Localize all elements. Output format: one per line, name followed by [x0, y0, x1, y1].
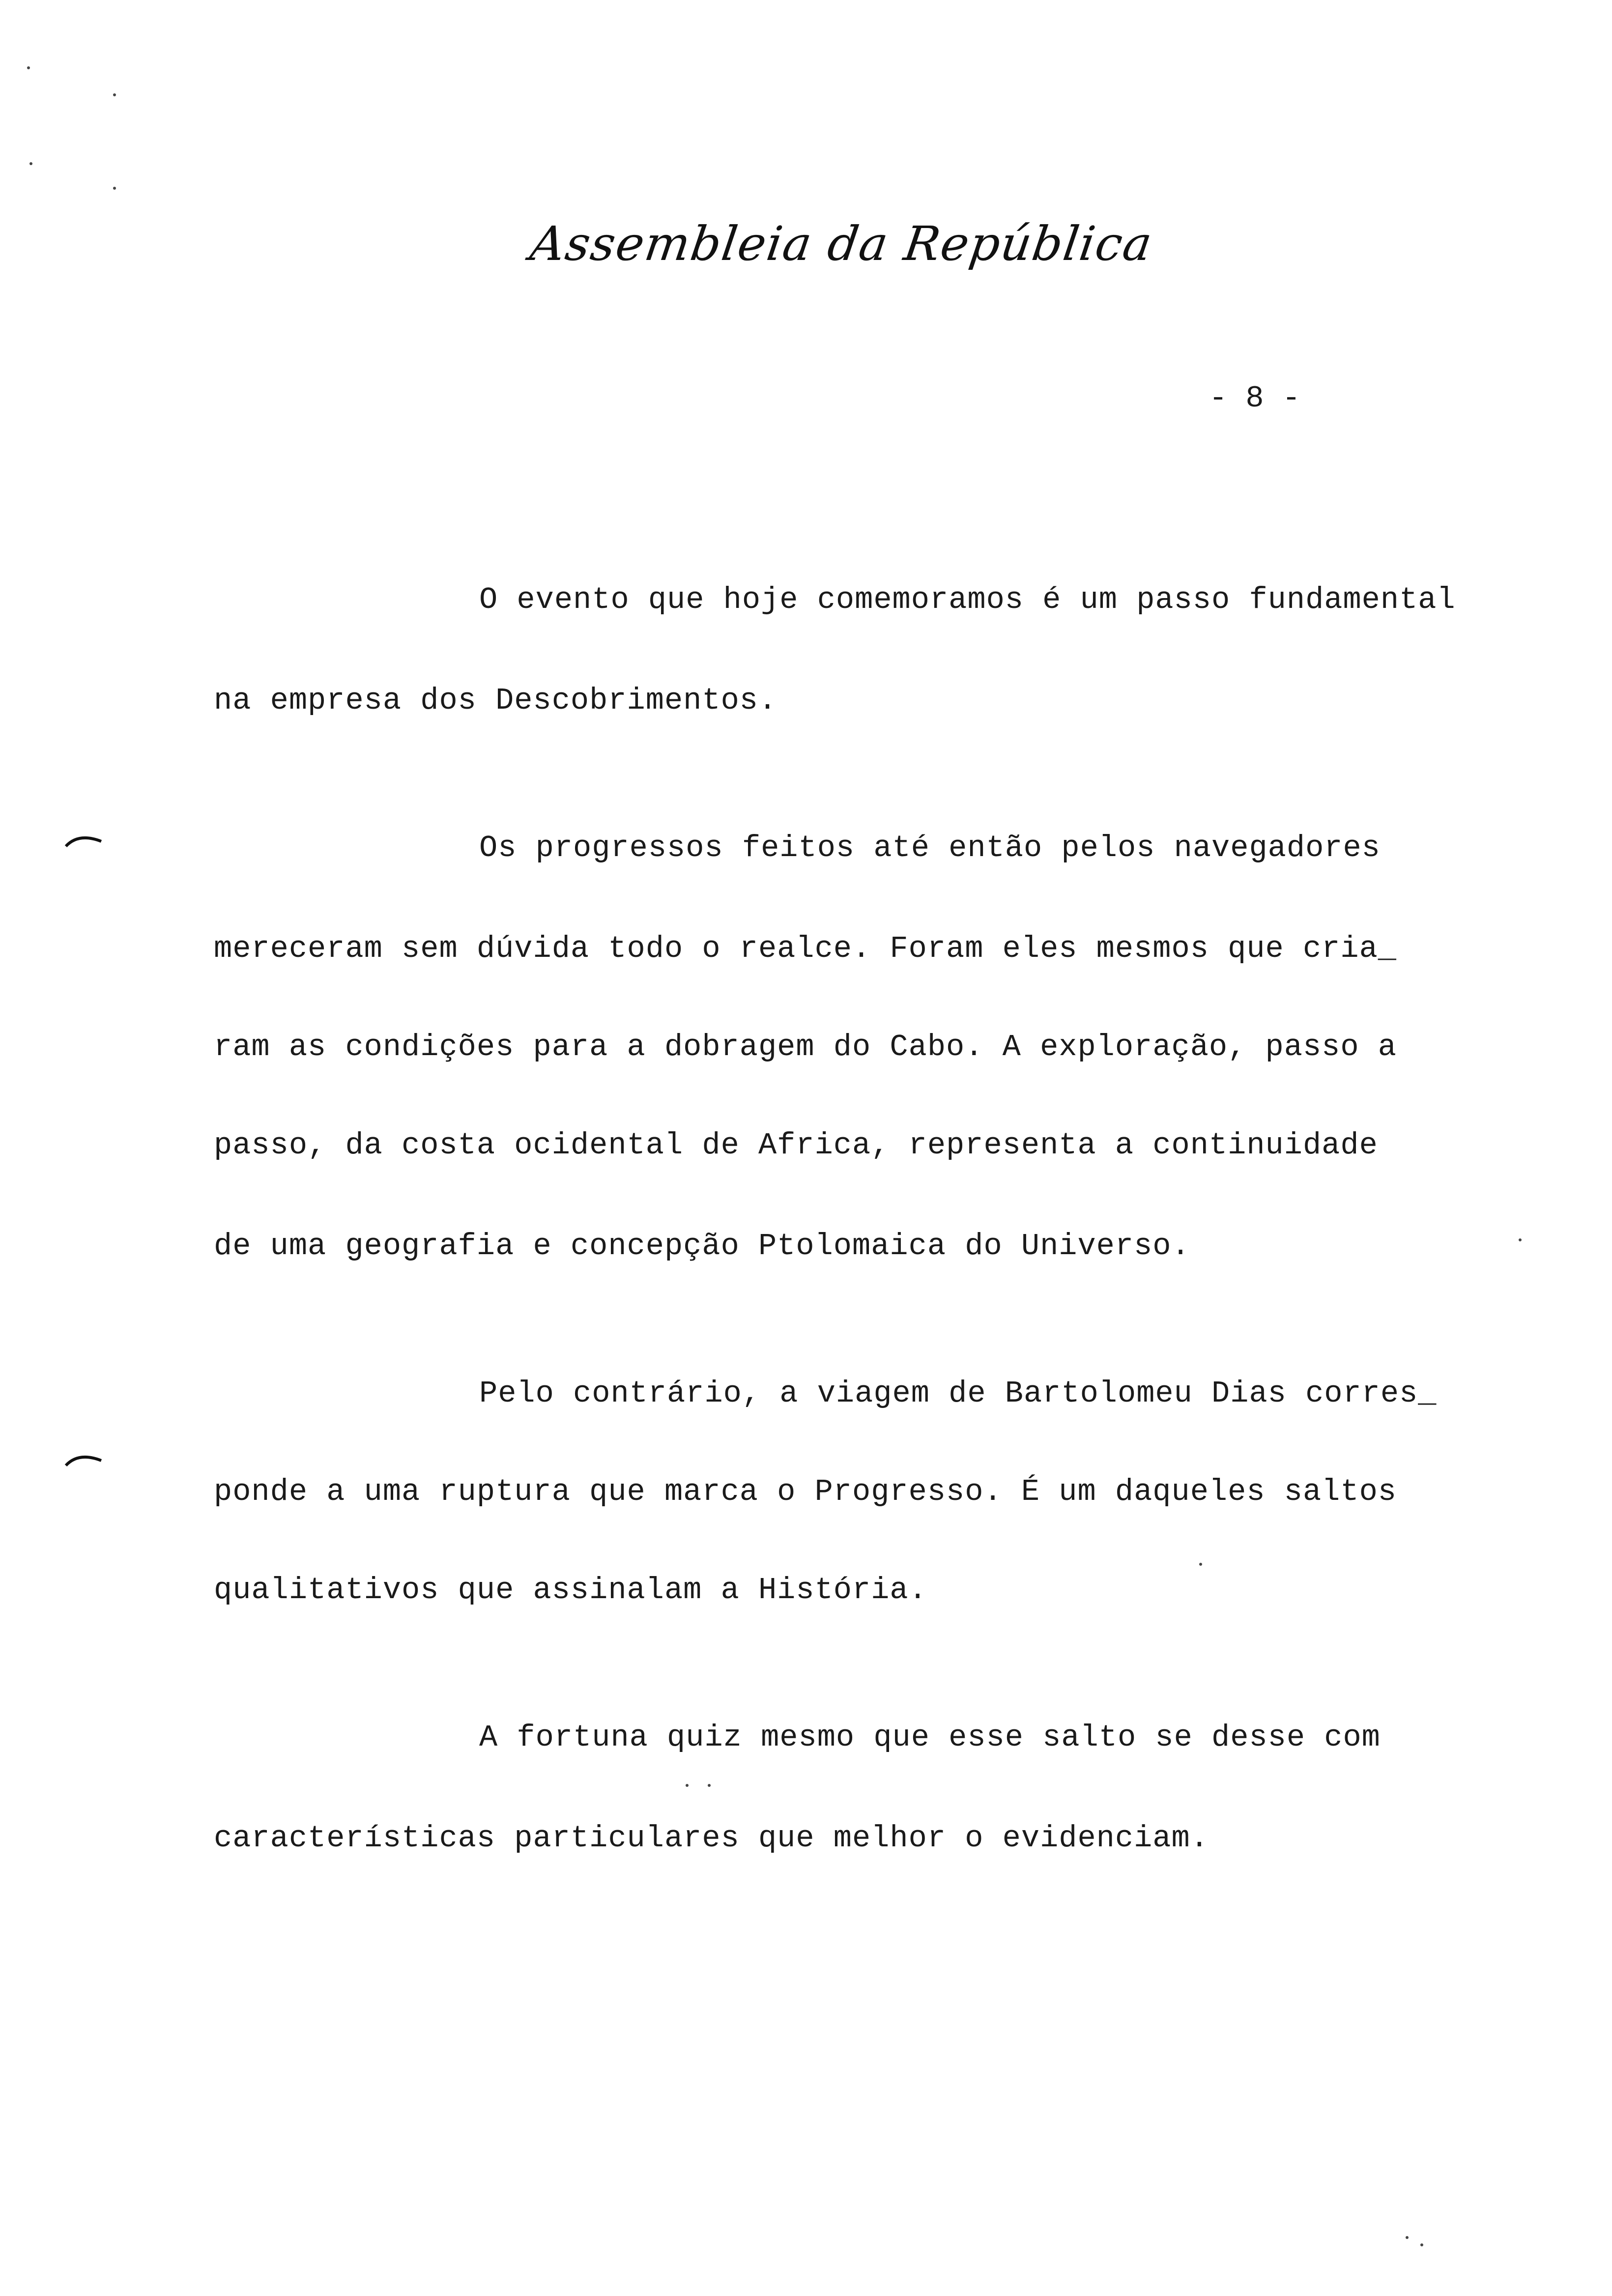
- text-line: passo, da costa ocidental de Africa, representa a continuidade: [214, 1128, 1378, 1163]
- scan-speck: [1406, 2236, 1409, 2239]
- text-line: ram as condições para a dobragem do Cabo. A exploração, passo a: [214, 1030, 1397, 1064]
- scan-speck: [113, 93, 116, 96]
- text-line: O evento que hoje comemoramos é um passo fundamental: [479, 582, 1456, 617]
- text-line: ponde a uma ruptura que marca o Progresso. É um daqueles saltos: [214, 1474, 1397, 1509]
- page-number: - 8 -: [1209, 381, 1301, 416]
- text-line: Pelo contrário, a viagem de Bartolomeu Dias corres_: [479, 1376, 1437, 1411]
- scan-speck: [1199, 1563, 1202, 1566]
- text-line: Os progressos feitos até então pelos navegadores: [479, 831, 1381, 865]
- scan-speck: [1420, 2243, 1423, 2246]
- binding-hole-mark-icon: [64, 1450, 103, 1469]
- text-line: A fortuna quiz mesmo que esse salto se desse com: [479, 1720, 1381, 1755]
- binding-hole-mark-icon: [64, 831, 103, 850]
- scan-speck: [686, 1784, 689, 1787]
- text-line: de uma geografia e concepção Ptolomaica do Universo.: [214, 1229, 1190, 1263]
- scan-speck: [1519, 1238, 1522, 1241]
- scan-speck: [708, 1784, 711, 1787]
- text-line: qualitativos que assinalam a História.: [214, 1573, 927, 1607]
- scan-speck: [29, 162, 32, 165]
- scan-speck: [113, 187, 116, 190]
- text-line: características particulares que melhor o evidenciam.: [214, 1821, 1209, 1856]
- letterhead-logo: Assembleia da República: [527, 216, 1156, 271]
- text-line: mereceram sem dúvida todo o realce. Foram eles mesmos que cria_: [214, 931, 1397, 966]
- scan-speck: [27, 66, 30, 69]
- text-line: na empresa dos Descobrimentos.: [214, 683, 777, 718]
